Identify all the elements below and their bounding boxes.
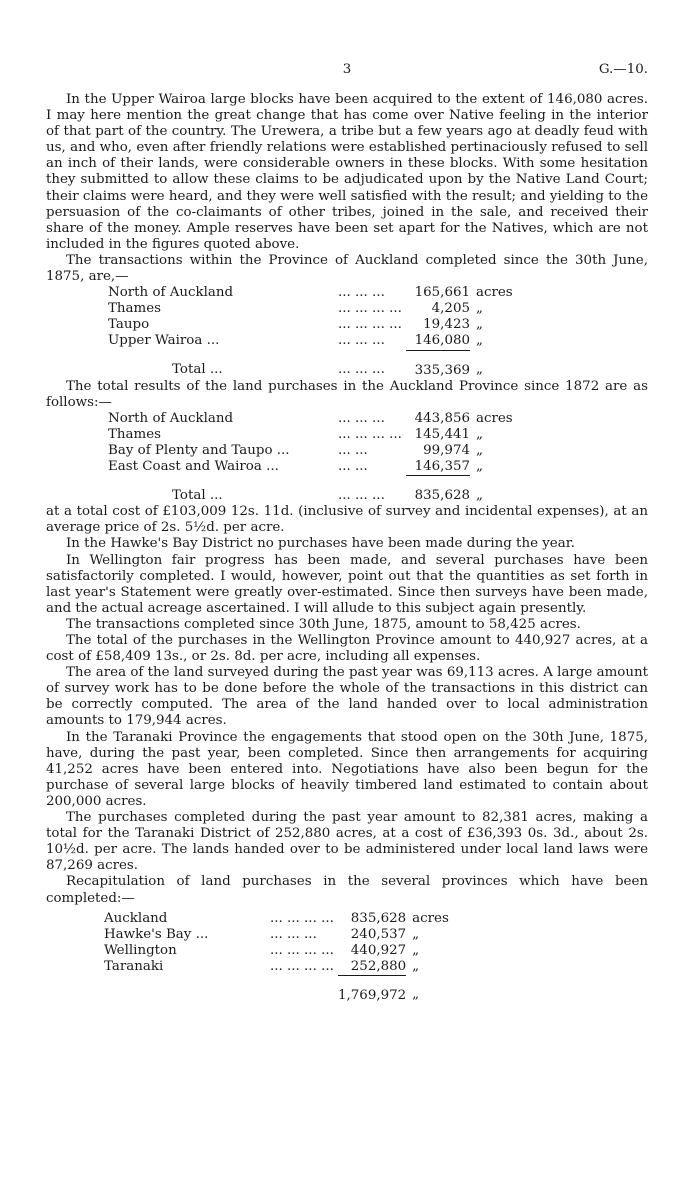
leader-dots: ... ... ... ...	[270, 958, 334, 974]
paragraph: In the Hawke's Bay District no purchases have been made during the year.	[66, 536, 575, 552]
row-value: 240,537	[350, 926, 407, 942]
paragraph: The area of the land surveyed during the past year was 69,113 acres. A large amount of survey work has to be done before the whole of the transactions in this district can be correctly computed. The area of the land handed over to local administration amounts to 179,944 acres.	[46, 665, 648, 729]
table-row	[104, 927, 449, 943]
leader-dots: ... ... ... ...	[338, 301, 402, 317]
row-label: Thames	[108, 426, 162, 442]
row-value: 165,661	[414, 285, 470, 301]
paragraph: The transactions within the Province of Auckland completed since the 30th June, 1875, are,—	[46, 252, 648, 285]
table-row	[104, 959, 449, 976]
page-header	[46, 62, 648, 92]
row-unit: acres	[412, 910, 449, 926]
row-value: 146,357	[414, 459, 470, 475]
leader-dots: ... ... ... ...	[338, 317, 402, 333]
total-label: Total ...	[172, 487, 223, 503]
leader-dots: ... ... ... ...	[338, 426, 402, 442]
paragraph: Recapitulation of land purchases in the several provinces which have been completed:—	[46, 874, 648, 906]
leader-dots: ... ... ...	[338, 487, 385, 503]
row-label: North of Auckland	[108, 410, 234, 426]
total-row	[108, 350, 513, 379]
total-unit: „	[476, 362, 483, 377]
table-row	[108, 427, 513, 443]
row-value: 440,927	[350, 942, 407, 958]
row-unit: „	[476, 333, 483, 349]
paragraph: The transactions completed since 30th June, 1875, amount to 58,425 acres.	[66, 616, 581, 632]
leader-dots: ... ...	[338, 459, 368, 475]
row-value: 443,856	[414, 410, 470, 426]
row-value: 835,628	[350, 910, 407, 926]
table-row	[104, 943, 449, 959]
row-unit: acres	[476, 410, 513, 426]
paragraph: at a total cost of £103,009 12s. 11d. (inclusive of survey and incidental expenses), at an average price of 2s. 5½d. per acre.	[46, 504, 648, 536]
leader-dots: ... ... ...	[338, 285, 385, 301]
row-unit: „	[476, 459, 483, 475]
row-unit: „	[412, 958, 420, 974]
row-label: Wellington	[104, 942, 177, 958]
page-number: 3	[342, 62, 352, 77]
table-row	[108, 317, 513, 333]
row-unit: „	[412, 926, 420, 942]
row-unit: „	[476, 317, 483, 333]
table-row	[104, 911, 449, 927]
leader-dots: ... ... ... ...	[270, 942, 334, 958]
row-unit: „	[476, 442, 483, 458]
total-unit: „	[476, 487, 483, 503]
row-label: Upper Wairoa ...	[108, 333, 220, 349]
table-row	[108, 411, 513, 427]
total-value: 1,769,972	[338, 975, 406, 1004]
row-value: 19,423	[423, 317, 470, 333]
leader-dots: ... ... ...	[270, 926, 317, 942]
leader-dots: ... ... ...	[338, 410, 385, 426]
table-row	[108, 285, 513, 301]
row-label: Bay of Plenty and Taupo ...	[108, 442, 290, 458]
total-label-empty	[104, 975, 270, 1004]
row-unit: „	[412, 942, 420, 958]
table-row	[108, 459, 513, 476]
row-label: Thames	[108, 301, 162, 317]
document-reference: G.—10.	[598, 62, 648, 77]
row-value: 145,441	[414, 426, 470, 442]
total-label: Total ...	[172, 362, 223, 377]
row-unit: „	[476, 301, 483, 317]
row-value: 252,880	[350, 958, 407, 974]
paragraph: In the Taranaki Province the engagements that stood open on the 30th June, 1875, have, during the past year, been completed. Since then arrangements for acquiring 41,252 acres have been entered into. Negotiations have also been begun for the purchase of several large blocks of heavily timbered land estimated to contain about 200,000 acres.	[46, 729, 648, 809]
paragraph: The purchases completed during the past year amount to 82,381 acres, making a total for the Taranaki District of 252,880 acres, at a cost of £36,393 0s. 3d., about 2s. 10½d. per acre. The lands handed over to be administered under local land laws were 87,269 acres.	[46, 810, 648, 874]
leader-dots: ... ... ... ...	[270, 910, 334, 926]
row-label: East Coast and Wairoa ...	[108, 459, 279, 475]
total-row	[104, 975, 449, 1004]
row-value: 4,205	[431, 301, 470, 317]
row-value: 99,974	[423, 442, 470, 458]
row-label: Auckland	[104, 910, 168, 926]
row-label: Taupo	[108, 317, 150, 333]
total-value: 335,369	[406, 350, 470, 379]
table-row	[108, 333, 513, 350]
paragraph: In the Upper Wairoa large blocks have been acquired to the extent of 146,080 acres. I may here mention the great change that has come over Native feeling in the interior of that part of the country. The Urewera, a tribe but a few years ago at deadly feud with us, and who, even after friendly relations were established pertinaciously refused to sell an inch of their lands, were considerable owners in these blocks. With some hesitation they submitted to allow these claims to be adjudicated upon by the Native Land Court; their claims were heard, and they were well satisfied with the result; and yielding to the persuasion of the co-claimants of other tribes, joined in the sale, and received their share of the money. Ample reserves have been set apart for the Natives, which are not included in the figures quoted above.	[46, 92, 648, 252]
total-value: 835,628	[406, 476, 470, 505]
paragraph: In Wellington fair progress has been made, and several purchases have been satisfactorily completed. I would, however, point out that the quantities as set forth in last year's Statement were greatly over-estimated. Since then surveys have been made, and the actual acreage ascertained. I will allude to this subject again presently.	[46, 552, 648, 616]
row-unit: „	[476, 426, 483, 442]
table-row	[108, 301, 513, 317]
total-unit: „	[412, 987, 420, 1003]
recapitulation-table	[104, 911, 449, 1004]
row-label: Taranaki	[104, 958, 164, 974]
leader-dots: ... ...	[338, 442, 368, 458]
leader-dots: ... ... ...	[338, 362, 385, 377]
row-value: 146,080	[414, 333, 470, 349]
row-unit: acres	[476, 285, 513, 301]
paragraph: The total of the purchases in the Wellington Province amount to 440,927 acres, at a cost of £58,409 13s., or 2s. 8d. per acre, including all expenses.	[46, 633, 648, 665]
auckland-totals-table	[108, 411, 513, 504]
leader-dots-empty	[270, 975, 338, 1004]
auckland-transactions-table	[108, 285, 513, 378]
row-label: Hawke's Bay ...	[104, 926, 209, 942]
row-label: North of Auckland	[108, 285, 234, 301]
table-row	[108, 443, 513, 459]
leader-dots: ... ... ...	[338, 333, 385, 349]
paragraph: The total results of the land purchases in the Auckland Province since 1872 are as follows:—	[46, 378, 648, 410]
total-row	[108, 476, 513, 505]
